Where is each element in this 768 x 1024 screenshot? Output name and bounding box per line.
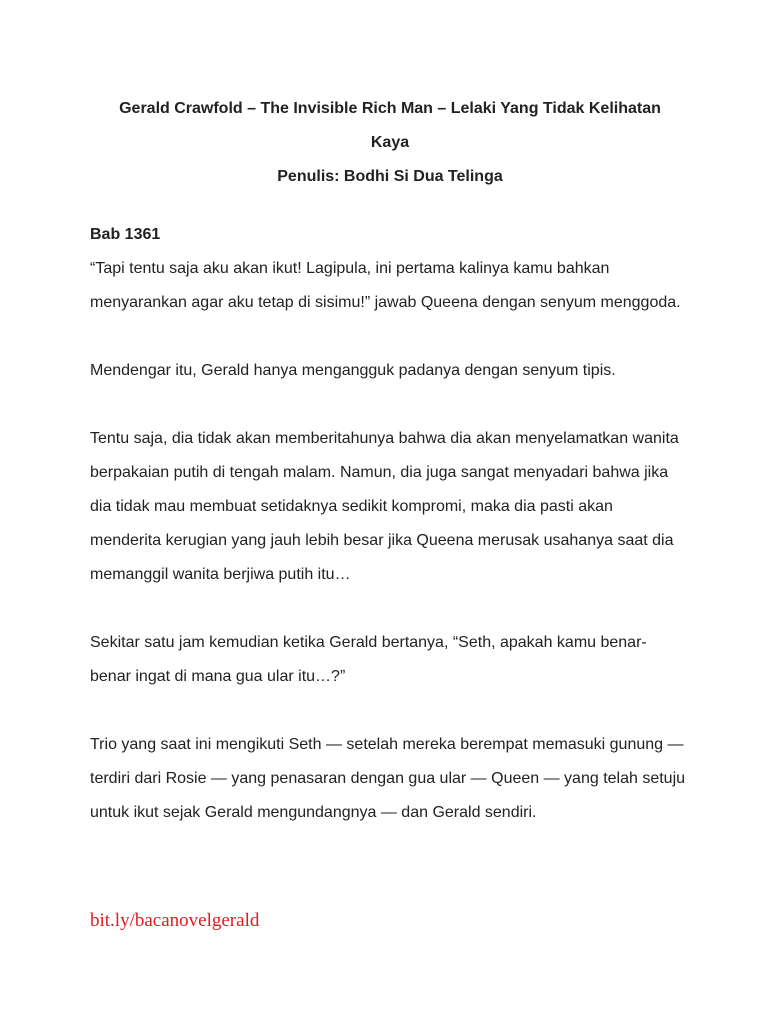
- author-line: Penulis: Bodhi Si Dua Telinga: [277, 168, 503, 185]
- title-block: [90, 92, 690, 194]
- book-title-line-1: Gerald Crawfold – The Invisible Rich Man – Lelaki Yang Tidak Kelihatan: [119, 100, 661, 117]
- paragraph-2: Mendengar itu, Gerald hanya mengangguk padanya dengan senyum tipis.: [90, 362, 616, 379]
- chapter-heading: Bab 1361: [90, 226, 161, 243]
- paragraph-1: “Tapi tentu saja aku akan ikut! Lagipula, ini pertama kalinya kamu bahkan menyarankan agar aku tetap di sisimu!” jawab Queena dengan senyum menggoda.: [90, 260, 681, 311]
- paragraph-3: Tentu saja, dia tidak akan memberitahunya bahwa dia akan menyelamatkan wanita berpakaian putih di tengah malam. Namun, dia juga sangat menyadari bahwa jika dia tidak mau membuat setidaknya sedikit kompromi, maka dia pasti akan menderita kerugian yang jauh lebih besar jika Queena merusak usahanya saat dia memanggil wanita berjiwa putih itu…: [90, 430, 679, 583]
- book-title-line-2: Kaya: [370, 134, 410, 151]
- novel-link[interactable]: bit.ly/bacanovelgerald: [90, 910, 260, 931]
- paragraph-5: Trio yang saat ini mengikuti Seth — setelah mereka berempat memasuki gunung — terdiri dari Rosie — yang penasaran dengan gua ular — Queen — yang telah setuju untuk ikut sejak Gerald mengundangnya — dan Gerald sendiri.: [90, 736, 686, 821]
- paragraph-4: Sekitar satu jam kemudian ketika Gerald bertanya, “Seth, apakah kamu benar-benar ingat di mana gua ular itu…?”: [90, 634, 647, 685]
- chapter-body: [90, 252, 686, 864]
